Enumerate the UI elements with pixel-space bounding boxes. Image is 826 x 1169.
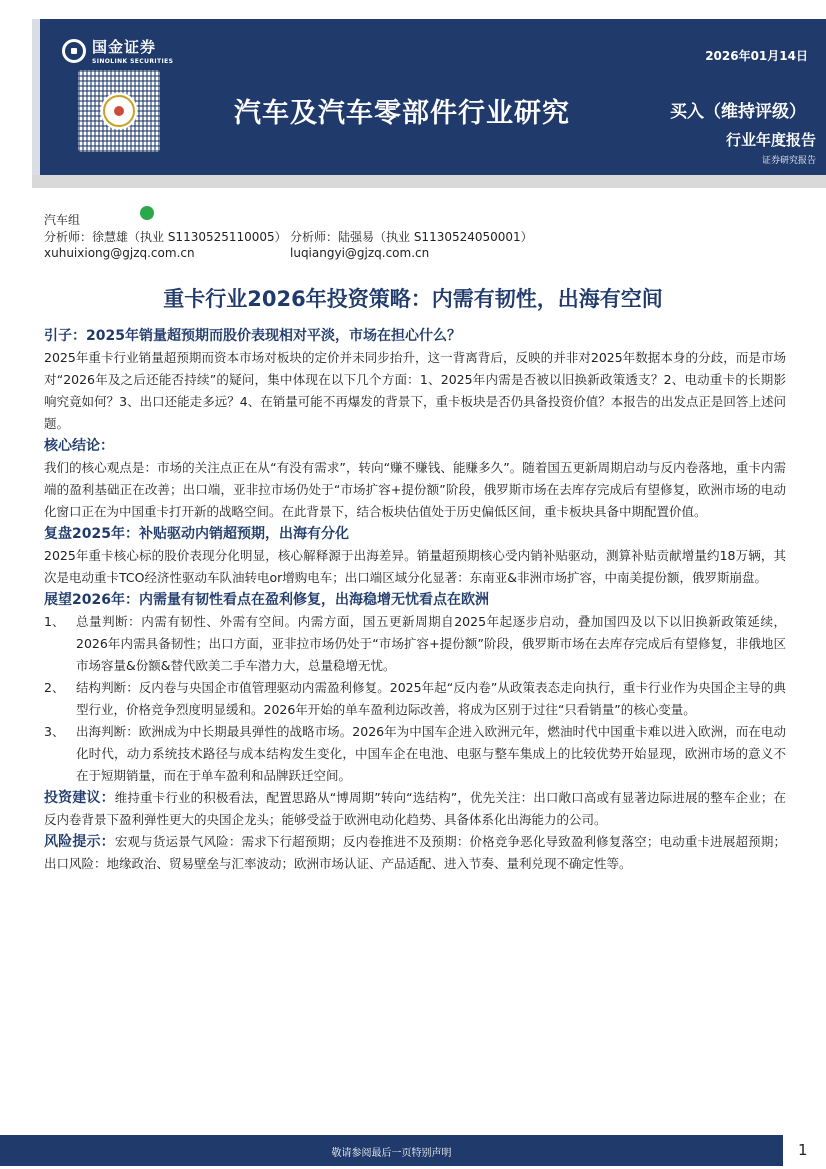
intro-paragraph: 2025年重卡行业销量超预期而资本市场对板块的定价并未同步抬升，这一背离背后，反映的并非对2025年数据本身的分歧，而是市场对“2026年及之后还能否持续”的疑问，集中体现在以下几个方面：1、2025年内需是否被以旧换新政策透支？2、电动重卡的长期影响究竟如何？3、出口还能走多远？4、在销量可能不再爆发的背景下，重卡板块是否仍具备投资价值？本报告的出发点正是回答上述问题。	[44, 350, 786, 431]
list-item	[44, 721, 786, 787]
outlook-heading: 展望2026年：内需量有韧性看点在盈利修复，出海稳增无忧看点在欧洲	[44, 592, 489, 608]
report-title: 汽车及汽车零部件行业研究	[234, 98, 570, 129]
list-item-text: 总量判断：内需有韧性、外需有空间。内需方面，国五更新周期自2025年起逐步启动，叠加国四及以下以旧换新政策延续，2026年内需具备韧性；出口方面，亚非拉市场仍处于“市场扩容+提份额”阶段，俄罗斯市场在去库存完成后有望修复，非俄地区市场容量&份额&替代欧美二手车潜力大，总量稳增无忧。	[76, 614, 786, 673]
analyst-1: 分析师：徐慧雄（执业 S1130525110005）	[44, 230, 287, 244]
disclaimer-note: 敬请参阅最后一页特别声明	[331, 1148, 452, 1159]
list-item-text: 出海判断：欧洲成为中长期最具弹性的战略市场。2026年为中国车企进入欧洲元年，燃油时代中国重卡难以进入欧洲，而在电动化时代，动力系统技术路径与成本结构发生变化，中国车企在电池、电驱与整车集成上的比较优势开始显现，欧洲市场的意义不在于短期销量，而在于单车盈利和品牌跃迁空间。	[76, 724, 786, 783]
analyst-2: 分析师：陆强易（执业 S1130524050001）	[290, 230, 533, 244]
report-subtitle: 证券研究报告	[761, 156, 816, 166]
analyst-1-email[interactable]: xuhuixiong@gjzq.com.cn	[44, 246, 195, 260]
research-group: 汽车组	[44, 213, 81, 227]
list-item	[44, 611, 786, 677]
review-paragraph: 2025年重卡核心标的股价表现分化明显，核心解释源于出海差异。销量超预期核心受内销补贴驱动，测算补贴贡献增量约18万辆，其次是电动重卡TCO经济性驱动车队油转电or增购电车；出口端区域分化显著：东南亚&非洲市场扩容，中南美提份额，俄罗斯崩盘。	[44, 548, 786, 585]
brand-logo	[62, 36, 173, 65]
core-paragraph: 我们的核心观点是：市场的关注点正在从“有没有需求”，转向“赚不赚钱、能赚多久”。随着国五更新周期启动与反内卷落地，重卡内需端的盈利基础正在改善；出口端，亚非拉市场仍处于“市场扩容+提份额”阶段，俄罗斯市场在去库存完成后有望修复，欧洲市场的电动化窗口正在为中国重卡打开新的战略空间。在此背景下，结合板块估值处于历史偏低区间，重卡板块具备中期配置价值。	[44, 460, 786, 519]
intro-heading: 引子：2025年销量超预期而股价表现相对平淡，市场在担心什么？	[44, 328, 461, 344]
banner-stripe	[32, 175, 826, 188]
report-rating: 买入（维持评级）	[670, 102, 806, 122]
qr-badge-icon	[140, 206, 154, 220]
review-heading: 复盘2025年：补贴驱动内销超预期，出海有分化	[44, 526, 349, 542]
main-title: 重卡行业2026年投资策略：内需有韧性，出海有空间	[163, 287, 663, 311]
risk-paragraph	[44, 831, 786, 875]
qr-center-emblem	[103, 95, 135, 127]
list-item-number: 2、	[44, 680, 65, 695]
advice-text: 维持重卡行业的积极看法，配置思路从“博周期”转向“选结构”，优先关注：出口敞口高或有显著边际进展的整车企业；在反内卷背景下盈利弹性更大的央国企龙头；能够受益于欧洲电动化趋势、具备体系化出海能力的公司。	[44, 790, 787, 827]
advice-label: 投资建议：	[44, 790, 115, 806]
logo-icon	[62, 39, 86, 63]
risk-text: 宏观与货运景气风险：需求下行超预期；反内卷推进不及预期：价格竞争恶化导致盈利修复落空；电动重卡进展超预期；出口风险：地缘政治、贸易壁垒与汇率波动；欧洲市场认证、产品适配、进入节奏、量利兑现不确定性等。	[44, 834, 786, 871]
report-content	[44, 325, 786, 875]
list-item-text: 结构判断：反内卷与央国企市值管理驱动内需盈利修复。2025年起“反内卷”从政策表态走向执行，重卡行业作为央国企主导的典型行业，价格竞争烈度明显缓和。2026年开始的单车盈利边际改善，将成为区别于过往“只看销量”的核心变量。	[76, 680, 786, 717]
report-type: 行业年度报告	[725, 131, 816, 149]
qr-code-icon	[78, 70, 160, 152]
footer-bar	[0, 1135, 783, 1166]
analyst-2-email[interactable]: luqiangyi@gjzq.com.cn	[290, 246, 430, 260]
list-item-number: 3、	[44, 724, 65, 739]
logo-name-en: SINOLINK SECURITIES	[92, 58, 174, 65]
core-heading: 核心结论：	[44, 438, 114, 454]
list-item	[44, 677, 786, 721]
page-number: 1	[798, 1141, 808, 1159]
report-date: 2026年01月14日	[705, 49, 808, 63]
advice-paragraph	[44, 787, 786, 831]
list-item-number: 1、	[44, 614, 65, 629]
risk-label: 风险提示：	[44, 834, 115, 850]
logo-name-cn: 国金证券	[92, 38, 157, 56]
